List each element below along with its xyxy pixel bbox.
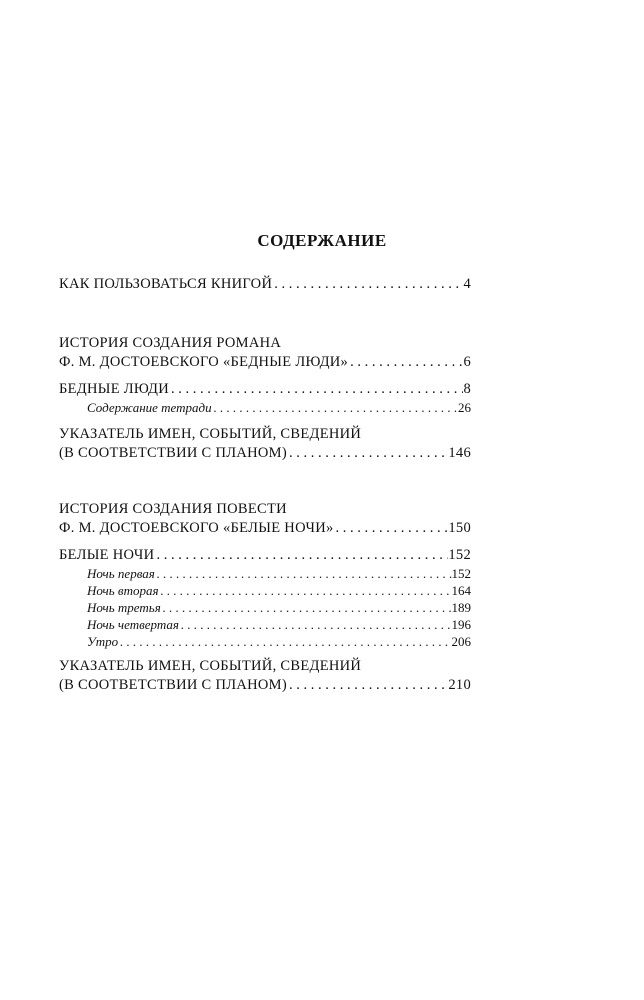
toc-subentry-morning — [59, 633, 471, 650]
toc-page-number: 6 — [463, 354, 471, 370]
leader-dots — [118, 633, 451, 650]
toc-page-number: 26 — [458, 400, 471, 415]
toc-entry-poor-folk — [59, 380, 471, 416]
toc-page-number: 196 — [451, 617, 471, 632]
toc-entry-history-novel — [59, 334, 471, 372]
leader-dots — [169, 380, 463, 399]
toc-entry-label: ИСТОРИЯ СОЗДАНИЯ РОМАНА — [59, 335, 282, 351]
toc-subentry-label: Ночь третья — [87, 600, 161, 615]
toc-subentry-label: Ночь четвертая — [87, 617, 179, 632]
toc-entry-label: УКАЗАТЕЛЬ ИМЕН, СОБЫТИЙ, СВЕДЕНИЙ — [59, 426, 362, 442]
toc-subentry-night-3 — [59, 599, 471, 616]
leader-dots — [154, 546, 448, 565]
leader-dots — [272, 275, 463, 294]
toc-subentry-label: Утро — [87, 634, 119, 649]
toc-entry-label: БЕЛЫЕ НОЧИ — [59, 547, 155, 563]
toc-subentry-night-1 — [59, 565, 471, 582]
leader-dots — [159, 582, 452, 599]
toc-entry-label-line2: Ф. М. ДОСТОЕВСКОГО «БЕЛЫЕ НОЧИ» — [59, 520, 334, 536]
toc-subentry-label: Ночь первая — [87, 566, 155, 581]
toc-subentry-label: Содержание тетради — [87, 400, 212, 415]
leader-dots — [334, 519, 449, 538]
leader-dots — [179, 616, 452, 633]
toc-entry-label-line2: (В СООТВЕТСТВИИ С ПЛАНОМ) — [59, 677, 287, 693]
toc-page-number: 146 — [448, 445, 471, 461]
leader-dots — [212, 399, 458, 416]
leader-dots — [155, 565, 452, 582]
toc-page-number: 152 — [451, 566, 471, 581]
toc-page-number: 8 — [463, 381, 471, 397]
toc-title: СОДЕРЖАНИЕ — [257, 231, 387, 250]
toc-subentry-notebook — [59, 399, 471, 416]
leader-dots — [287, 676, 448, 695]
toc-entry-index-1 — [59, 425, 471, 463]
toc-entry-history-story — [59, 500, 471, 538]
toc-page-number: 150 — [448, 520, 471, 536]
leader-dots — [287, 444, 448, 463]
toc-entry-label: УКАЗАТЕЛЬ ИМЕН, СОБЫТИЙ, СВЕДЕНИЙ — [59, 658, 362, 674]
toc-entry-label: БЕДНЫЕ ЛЮДИ — [59, 381, 169, 397]
toc-page-number: 152 — [448, 547, 471, 563]
toc-entry-how-to-use — [59, 275, 471, 294]
leader-dots — [348, 353, 463, 372]
toc-page-number: 210 — [448, 677, 471, 693]
toc-entry-label: ИСТОРИЯ СОЗДАНИЯ ПОВЕСТИ — [59, 501, 287, 517]
toc-entry-index-2 — [59, 657, 471, 695]
toc-entry-label: КАК ПОЛЬЗОВАТЬСЯ КНИГОЙ — [59, 276, 273, 292]
toc-page-number: 206 — [451, 634, 471, 649]
toc-subentry-label: Ночь вторая — [87, 583, 159, 598]
toc-subentry-night-4 — [59, 616, 471, 633]
toc-page-number: 4 — [463, 276, 471, 292]
toc-entry-white-nights — [59, 546, 471, 650]
leader-dots — [161, 599, 452, 616]
toc-entry-label-line2: Ф. М. ДОСТОЕВСКОГО «БЕДНЫЕ ЛЮДИ» — [59, 354, 349, 370]
toc-page-number: 164 — [451, 583, 471, 598]
toc-entry-label-line2: (В СООТВЕТСТВИИ С ПЛАНОМ) — [59, 445, 287, 461]
toc-page-number: 189 — [451, 600, 471, 615]
toc-subentry-night-2 — [59, 582, 471, 599]
